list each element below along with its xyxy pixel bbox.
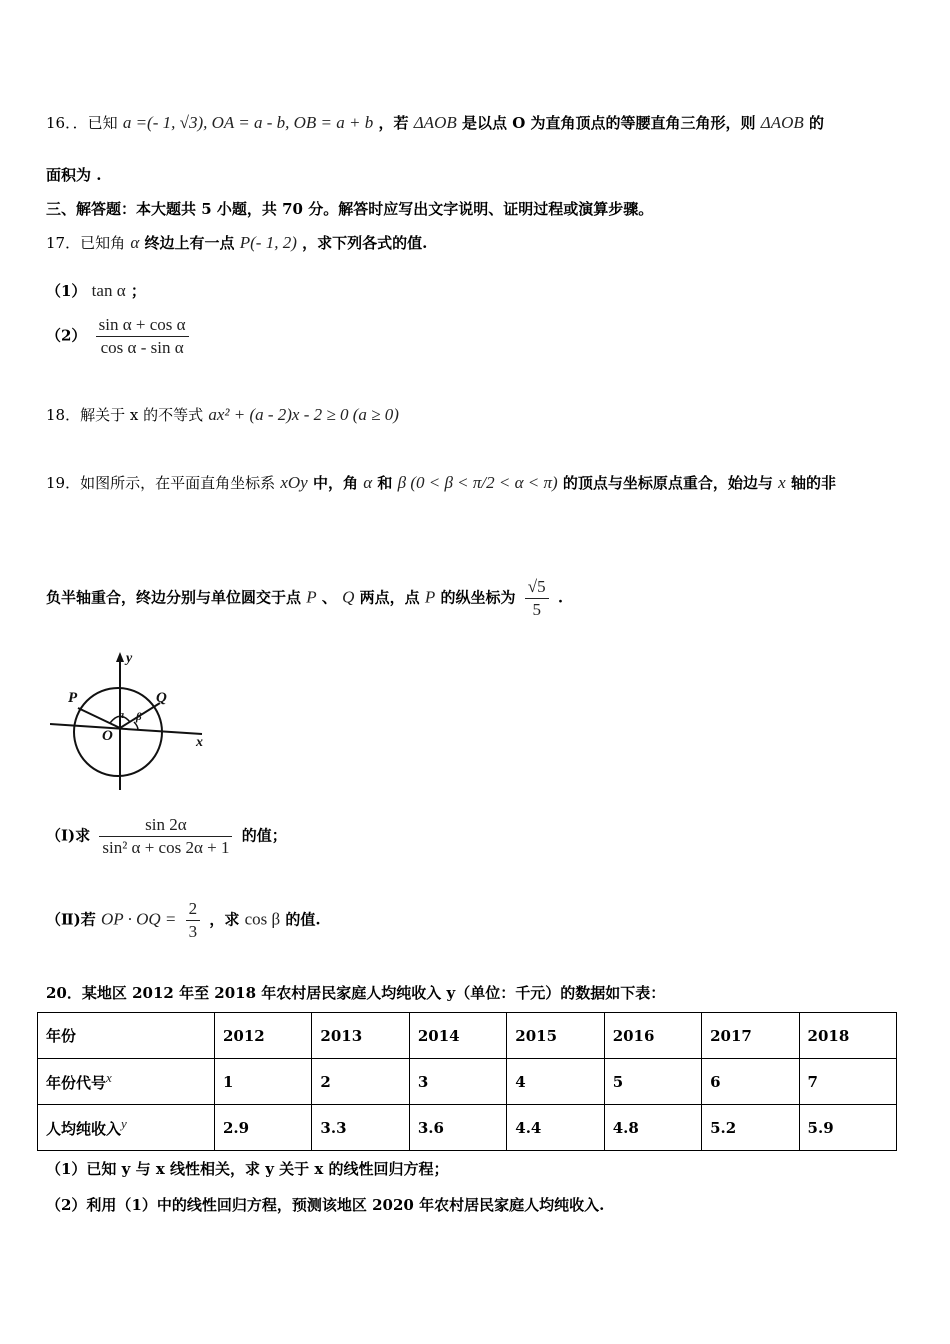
- q20-part2: （2）利用（1）中的线性回归方程，预测该地区 2020 年农村居民家庭人均纯收入.: [46, 1196, 605, 1214]
- q16-line1: [46, 112, 824, 134]
- q19-line2b: 两点，点: [359, 588, 420, 607]
- q19-part1-fraction: [99, 814, 232, 859]
- q19-part2-label: （Ⅱ)若: [46, 910, 96, 929]
- table-cell: 2018: [799, 1013, 896, 1059]
- table-cell: 6: [702, 1059, 799, 1105]
- table-cell: 4: [507, 1059, 604, 1105]
- q17-alpha: α: [130, 233, 140, 252]
- table-cell: 5.2: [702, 1105, 799, 1151]
- x-axis: [50, 724, 202, 734]
- table-cell: 2015: [507, 1013, 604, 1059]
- table-cell: 2012: [215, 1013, 312, 1059]
- q19-part1-label: （Ⅰ)求: [46, 826, 91, 845]
- q17-text2: ，求下列各式的值.: [302, 234, 428, 252]
- fig-label-x: x: [196, 735, 203, 750]
- row-header-year: 年份: [38, 1013, 215, 1059]
- q19-ordinate-fraction: [525, 576, 549, 621]
- q20-intro: 20．某地区 2012 年至 2018 年农村居民家庭人均纯收入 y（单位：千元）的数据如下表：: [46, 984, 666, 1002]
- q18-number: 18．解关于 x 的不等式: [46, 406, 204, 424]
- q16-number: 16．．已知: [46, 114, 118, 132]
- table-cell: 7: [799, 1059, 896, 1105]
- fig-label-q: Q: [156, 690, 167, 706]
- q19-part2-text: ，求: [209, 910, 240, 929]
- q19-part1: [46, 814, 287, 859]
- table-cell: 3: [409, 1059, 506, 1105]
- q19-part2-den: 3: [188, 922, 198, 941]
- q16-text2: 是以点 O 为直角顶点的等腰直角三角形，则: [461, 114, 756, 132]
- q19-part2-num: 2: [186, 898, 201, 921]
- table-cell: 5.9: [799, 1105, 896, 1151]
- row-header-income: 人均纯收入$^y$: [38, 1105, 215, 1151]
- q19-part1-num: sin 2α: [99, 814, 232, 837]
- unit-circle: [74, 688, 162, 776]
- q20-part1: （1）已知 y 与 x 线性相关，求 y 关于 x 的线性回归方程；: [46, 1160, 449, 1178]
- q17-part1-label: （1）: [46, 282, 87, 300]
- q19-condition: β (0 < β < π/2 < α < π): [397, 473, 558, 492]
- fig-label-o: O: [102, 728, 113, 744]
- q19-point-q: Q: [342, 587, 355, 607]
- q17-point: P(- 1, 2): [239, 233, 297, 252]
- q19-text2: 和: [377, 474, 393, 492]
- q16-triangle1: ΔAOB: [413, 113, 457, 132]
- q17-text1: 终边上有一点: [144, 234, 235, 252]
- q16-triangle2: ΔAOB: [760, 113, 804, 132]
- q16-vector-expr: a =(- 1, √3), OA = a - b, OB = a + b: [122, 113, 374, 132]
- q19-cos-beta: cos β: [244, 909, 281, 929]
- table-cell: 2.9: [215, 1105, 312, 1151]
- q19-point-p: P: [306, 587, 317, 607]
- q17-part1-end: ；: [130, 282, 146, 300]
- table-cell: 1: [215, 1059, 312, 1105]
- q19-line2c: 的纵坐标为: [440, 588, 516, 607]
- q19-stem-line2: [46, 576, 563, 621]
- q19-sep: 、: [321, 588, 337, 607]
- section-3-heading: 三、解答题：本大题共 5 小题，共 70 分。解答时应写出文字说明、证明过程或演算步骤。: [46, 200, 654, 218]
- fig-label-p: P: [68, 690, 78, 706]
- q19-text3: 的顶点与坐标原点重合，始边与: [562, 474, 773, 492]
- q17-number: 17．已知角: [46, 234, 126, 252]
- q18-stem: [46, 404, 399, 426]
- q19-xoy: xOy: [280, 473, 308, 492]
- q19-text1: 中，角: [312, 474, 358, 492]
- q19-part2: [46, 898, 321, 943]
- fig-label-y: y: [126, 651, 133, 666]
- table-cell: 2014: [409, 1013, 506, 1059]
- q19-stem-line1: [46, 472, 836, 494]
- q18-inequality: ax² + (a - 2)x - 2 ≥ 0 (a ≥ 0): [208, 405, 399, 424]
- q17-part2-label: （2）: [46, 326, 87, 345]
- q19-frac-num: √5: [525, 576, 549, 599]
- q17-stem: [46, 232, 427, 254]
- q19-x: x: [778, 473, 786, 492]
- q19-line2a: 负半轴重合，终边分别与单位圆交于点: [46, 588, 302, 607]
- q19-alpha: α: [363, 473, 373, 492]
- q16-text1: ，若: [378, 114, 409, 132]
- var-x: x: [106, 1070, 112, 1085]
- q19-point-p2: P: [424, 587, 436, 607]
- table-cell: 2: [312, 1059, 409, 1105]
- q19-part2-end: 的值.: [285, 910, 321, 929]
- q19-part1-end: 的值；: [241, 826, 287, 845]
- q19-part1-den: sin² α + cos 2α + 1: [102, 838, 230, 857]
- table-row: [38, 1105, 897, 1151]
- q19-part2-fraction: [186, 898, 201, 943]
- q17-part1: [46, 280, 146, 302]
- q19-text4: 轴的非: [790, 474, 836, 492]
- fig-label-alpha: a: [119, 710, 124, 721]
- table-cell: 5: [604, 1059, 701, 1105]
- q16-line2: 面积为 .: [46, 166, 102, 184]
- table-cell: 2013: [312, 1013, 409, 1059]
- q16-text3: 的: [808, 114, 824, 132]
- terminal-side-op: [78, 708, 120, 728]
- q17-part2: [46, 314, 193, 359]
- table-cell: 3.6: [409, 1105, 506, 1151]
- table-row: [38, 1013, 897, 1059]
- q17-fraction-numerator: sin α + cos α: [96, 314, 189, 337]
- table-row: [38, 1059, 897, 1105]
- q17-tan-alpha: tan α: [91, 281, 126, 300]
- q17-fraction-denominator: cos α - sin α: [100, 338, 184, 357]
- table-cell: 2016: [604, 1013, 701, 1059]
- q19-frac-den: 5: [532, 600, 541, 619]
- fig-label-beta: β: [136, 711, 142, 723]
- q19-line2d: .: [557, 588, 564, 607]
- row-header-year-code: 年份代号$^x$: [38, 1059, 215, 1105]
- table-cell: 4.4: [507, 1105, 604, 1151]
- income-table: [37, 1012, 897, 1151]
- table-cell: 3.3: [312, 1105, 409, 1151]
- table-cell: 2017: [702, 1013, 799, 1059]
- unit-circle-figure: [50, 648, 220, 794]
- var-y: y: [121, 1116, 127, 1131]
- q17-fraction: [96, 314, 189, 359]
- q19-dot-product: OP · OQ =: [100, 909, 177, 929]
- q19-number: 19．如图所示，在平面直角坐标系: [46, 474, 276, 492]
- y-axis-arrow: [116, 652, 124, 662]
- table-cell: 4.8: [604, 1105, 701, 1151]
